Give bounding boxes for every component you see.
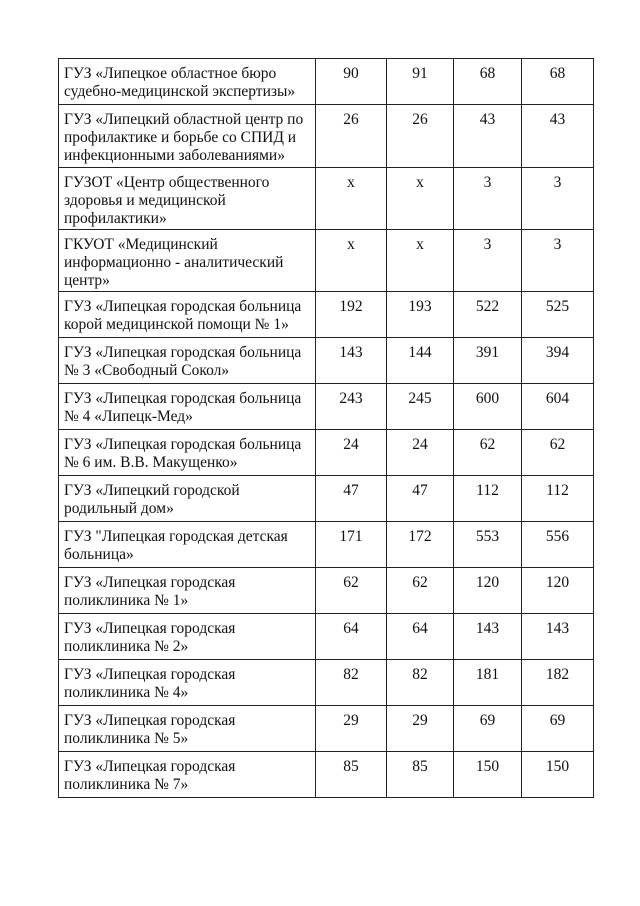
table-row (59, 338, 594, 384)
value-cell-2: 26 (387, 105, 454, 168)
table-row (59, 230, 594, 292)
table-row (59, 706, 594, 752)
table-row (59, 292, 594, 338)
table-row (59, 384, 594, 430)
value-cell-3: 522 (454, 292, 522, 338)
table-row (59, 752, 594, 798)
value-cell-4: 112 (522, 476, 594, 522)
value-cell-1: 90 (316, 59, 387, 105)
value-cell-4: 182 (522, 660, 594, 706)
institution-name-cell: ГУЗ «Липецкая городская больница корой медицинской помощи № 1» (59, 292, 316, 338)
value-cell-4: 604 (522, 384, 594, 430)
institutions-table (58, 58, 594, 798)
value-cell-1: х (316, 230, 387, 292)
value-cell-2: 47 (387, 476, 454, 522)
table-row (59, 430, 594, 476)
value-cell-4: 120 (522, 568, 594, 614)
institution-name-cell: ГУЗ «Липецкая городская больница № 4 «Липецк-Мед» (59, 384, 316, 430)
value-cell-1: 24 (316, 430, 387, 476)
value-cell-1: 29 (316, 706, 387, 752)
value-cell-3: 62 (454, 430, 522, 476)
value-cell-2: 193 (387, 292, 454, 338)
value-cell-3: 553 (454, 522, 522, 568)
value-cell-4: 3 (522, 168, 594, 230)
institution-name-cell: ГУЗ «Липецкая городская поликлиника № 1» (59, 568, 316, 614)
value-cell-2: 24 (387, 430, 454, 476)
table-row (59, 476, 594, 522)
table-row (59, 568, 594, 614)
institution-name-cell: ГКУОТ «Медицинский информационно - аналитический центр» (59, 230, 316, 292)
value-cell-4: 62 (522, 430, 594, 476)
value-cell-2: х (387, 230, 454, 292)
value-cell-2: 82 (387, 660, 454, 706)
value-cell-1: 85 (316, 752, 387, 798)
value-cell-2: 85 (387, 752, 454, 798)
value-cell-2: х (387, 168, 454, 230)
value-cell-1: 143 (316, 338, 387, 384)
institution-name-cell: ГУЗ «Липецкая городская поликлиника № 4» (59, 660, 316, 706)
value-cell-3: 3 (454, 230, 522, 292)
institution-name-cell: ГУЗОТ «Центр общественного здоровья и медицинской профилактики» (59, 168, 316, 230)
value-cell-4: 150 (522, 752, 594, 798)
value-cell-1: 82 (316, 660, 387, 706)
table-row (59, 105, 594, 168)
value-cell-2: 172 (387, 522, 454, 568)
institution-name-cell: ГУЗ «Липецкая городская больница № 6 им. В.В. Макущенко» (59, 430, 316, 476)
institution-name-cell: ГУЗ "Липецкая городская детская больница» (59, 522, 316, 568)
value-cell-1: 243 (316, 384, 387, 430)
value-cell-4: 394 (522, 338, 594, 384)
value-cell-4: 69 (522, 706, 594, 752)
value-cell-3: 43 (454, 105, 522, 168)
value-cell-2: 91 (387, 59, 454, 105)
value-cell-4: 3 (522, 230, 594, 292)
value-cell-3: 112 (454, 476, 522, 522)
value-cell-2: 62 (387, 568, 454, 614)
value-cell-3: 391 (454, 338, 522, 384)
table-row (59, 660, 594, 706)
institution-name-cell: ГУЗ «Липецкий городской родильный дом» (59, 476, 316, 522)
value-cell-3: 3 (454, 168, 522, 230)
value-cell-4: 525 (522, 292, 594, 338)
institution-name-cell: ГУЗ «Липецкое областное бюро судебно-медицинской экспертизы» (59, 59, 316, 105)
table-row (59, 59, 594, 105)
institution-name-cell: ГУЗ «Липецкая городская поликлиника № 2» (59, 614, 316, 660)
table-row (59, 614, 594, 660)
value-cell-1: 64 (316, 614, 387, 660)
table-row (59, 168, 594, 230)
value-cell-3: 120 (454, 568, 522, 614)
value-cell-1: 171 (316, 522, 387, 568)
value-cell-3: 600 (454, 384, 522, 430)
value-cell-3: 68 (454, 59, 522, 105)
institution-name-cell: ГУЗ «Липецкая городская больница № 3 «Свободный Сокол» (59, 338, 316, 384)
institution-name-cell: ГУЗ «Липецкая городская поликлиника № 5» (59, 706, 316, 752)
table-row (59, 522, 594, 568)
value-cell-4: 43 (522, 105, 594, 168)
value-cell-2: 245 (387, 384, 454, 430)
institution-name-cell: ГУЗ «Липецкая городская поликлиника № 7» (59, 752, 316, 798)
value-cell-3: 181 (454, 660, 522, 706)
value-cell-1: х (316, 168, 387, 230)
value-cell-3: 150 (454, 752, 522, 798)
value-cell-2: 64 (387, 614, 454, 660)
value-cell-3: 143 (454, 614, 522, 660)
value-cell-2: 144 (387, 338, 454, 384)
value-cell-4: 68 (522, 59, 594, 105)
value-cell-1: 192 (316, 292, 387, 338)
value-cell-1: 62 (316, 568, 387, 614)
value-cell-1: 47 (316, 476, 387, 522)
value-cell-1: 26 (316, 105, 387, 168)
table-body (59, 59, 594, 798)
value-cell-2: 29 (387, 706, 454, 752)
institution-name-cell: ГУЗ «Липецкий областной центр по профилактике и борьбе со СПИД и инфекционными заболеваниями» (59, 105, 316, 168)
value-cell-4: 143 (522, 614, 594, 660)
value-cell-4: 556 (522, 522, 594, 568)
value-cell-3: 69 (454, 706, 522, 752)
